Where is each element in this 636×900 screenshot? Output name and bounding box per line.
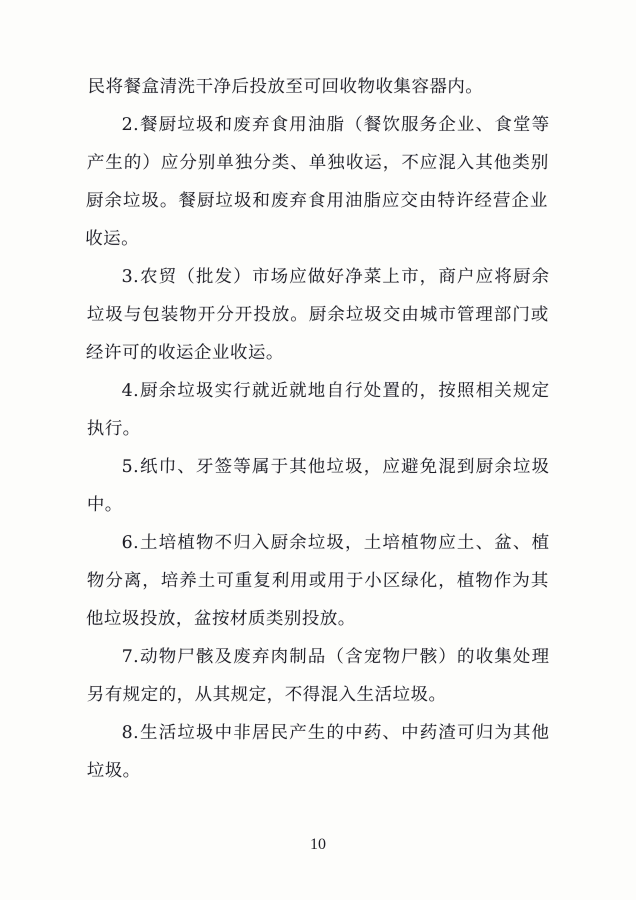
paragraph-continuation: 民将餐盒清洗干净后投放至可回收物收集容器内。 bbox=[87, 77, 484, 97]
paragraph-item-5: 5.纸巾、牙签等属于其他垃圾，应避免混到厨余垃圾中。 bbox=[86, 457, 550, 515]
paragraph-item-6: 6.土培植物不归入厨余垃圾，土培植物应土、盆、植物分离，培养土可重复利用或用于小区绿化，植物作为其他垃圾投放，盆按材质类别投放。 bbox=[85, 533, 550, 629]
page-number: 10 bbox=[310, 836, 326, 853]
document-body bbox=[85, 68, 550, 790]
paragraph-item-2: 2.餐厨垃圾和废弃食用油脂（餐饮服务企业、食堂等产生的）应分别单独分类、单独收运，不应混入其他类别厨余垃圾。餐厨垃圾和废弃食用油脂应交由特许经营企业收运。 bbox=[85, 115, 550, 249]
paragraph-item-3: 3.农贸（批发）市场应做好净菜上市，商户应将厨余垃圾与包装物开分开投放。厨余垃圾交由城市管理部门或经许可的收运企业收运。 bbox=[85, 267, 550, 363]
paragraph-item-8: 8.生活垃圾中非居民产生的中药、中药渣可归为其他垃圾。 bbox=[86, 723, 550, 781]
paragraph-item-7: 7.动物尸骸及废弃肉制品（含宠物尸骸）的收集处理另有规定的，从其规定，不得混入生活垃圾。 bbox=[86, 647, 550, 705]
paragraph-item-4: 4.厨余垃圾实行就近就地自行处置的，按照相关规定执行。 bbox=[86, 381, 550, 439]
